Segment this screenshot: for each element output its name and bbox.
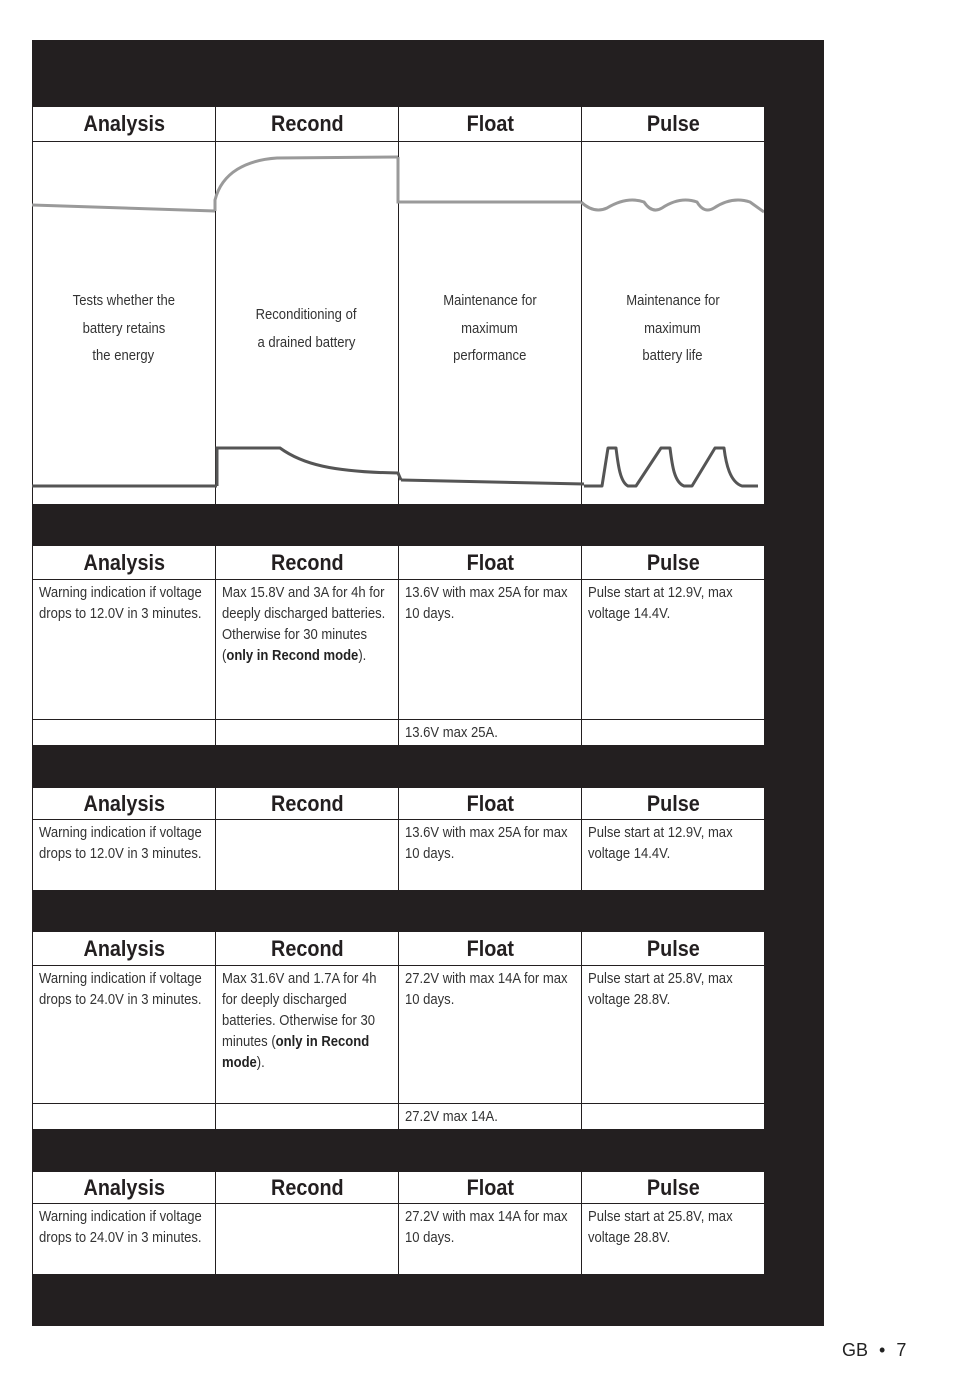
table-row (32, 1104, 764, 1130)
header-recond: Recond (215, 788, 398, 820)
header-analysis: Analysis (32, 1172, 215, 1204)
cell-pulse (581, 1104, 764, 1130)
header-analysis: Analysis (32, 546, 215, 580)
cell-pulse: Pulse start at 12.9V, max voltage 14.4V. (581, 820, 764, 891)
footer-lang: GB (842, 1340, 869, 1360)
header-float: Float (398, 932, 581, 966)
cell-pulse: Pulse start at 25.8V, max voltage 28.8V. (581, 1204, 764, 1275)
cell-pulse (581, 720, 764, 746)
diagram-header-row (32, 107, 764, 142)
header-pulse: Pulse (581, 1172, 764, 1204)
table-header-row (32, 788, 764, 820)
header-recond: Recond (215, 1172, 398, 1204)
table-row (32, 1204, 764, 1275)
spec-table-3 (32, 931, 764, 1130)
table-header-row (32, 1172, 764, 1204)
desc-recond: Reconditioning of a drained battery (256, 307, 357, 351)
voltage-curve-recond (215, 157, 398, 211)
diagram-header-analysis: Analysis (32, 107, 215, 142)
diagram-header-float: Float (398, 107, 581, 142)
table-row (32, 720, 764, 746)
cell-pulse: Pulse start at 25.8V, max voltage 28.8V. (581, 966, 764, 1104)
header-analysis: Analysis (32, 932, 215, 966)
cell-pulse: Pulse start at 12.9V, max voltage 14.4V. (581, 580, 764, 720)
table-header-row (32, 932, 764, 966)
cell-float: 27.2V max 14A. (398, 1104, 581, 1130)
header-pulse: Pulse (581, 546, 764, 580)
cell-recond (215, 820, 398, 891)
diagram-header-recond: Recond (215, 107, 398, 142)
cell-float: 13.6V with max 25A for max 10 days. (398, 820, 581, 891)
cell-analysis: Warning indication if voltage drops to 24.0V in 3 minutes. (32, 966, 215, 1104)
cell-float: 27.2V with max 14A for max 10 days. (398, 1204, 581, 1275)
cell-recond (215, 1204, 398, 1275)
footer-separator: • (879, 1340, 886, 1360)
cell-float: 27.2V with max 14A for max 10 days. (398, 966, 581, 1104)
cell-recond: Max 15.8V and 3A for 4h for deeply discharged batteries. Otherwise for 30 minutes (only in Recond mode). (215, 580, 398, 720)
header-pulse: Pulse (581, 932, 764, 966)
header-float: Float (398, 788, 581, 820)
spec-table-2 (32, 787, 764, 891)
header-recond: Recond (215, 546, 398, 580)
table-row (32, 820, 764, 891)
cell-analysis: Warning indication if voltage drops to 12.0V in 3 minutes. (32, 580, 215, 720)
header-analysis: Analysis (32, 788, 215, 820)
current-curve-recond (217, 448, 401, 486)
header-float: Float (398, 1172, 581, 1204)
cell-recond (215, 720, 398, 746)
voltage-curve-float (398, 157, 581, 202)
header-recond: Recond (215, 932, 398, 966)
desc-pulse: Maintenance for maximum battery life (625, 293, 720, 364)
spec-table-1 (32, 545, 764, 746)
cell-analysis: Warning indication if voltage drops to 24.0V in 3 minutes. (32, 1204, 215, 1275)
voltage-curve-pulse (581, 200, 764, 212)
voltage-curve-analysis (32, 205, 215, 211)
header-float: Float (398, 546, 581, 580)
page-footer (842, 1340, 906, 1361)
cell-recond (215, 1104, 398, 1130)
table-row (32, 580, 764, 720)
current-curve-pulse (584, 448, 758, 486)
page-number: 7 (896, 1340, 907, 1360)
desc-float: Maintenance for maximum performance (442, 293, 537, 364)
current-curve-float (401, 480, 584, 484)
cell-analysis: Warning indication if voltage drops to 12.0V in 3 minutes. (32, 820, 215, 891)
table-header-row (32, 546, 764, 580)
cell-analysis (32, 720, 215, 746)
cell-analysis (32, 1104, 215, 1130)
spec-table-4 (32, 1171, 764, 1275)
diagram-header-pulse: Pulse (581, 107, 764, 142)
desc-analysis: Tests whether the battery retains the energy (72, 293, 175, 364)
cell-float: 13.6V max 25A. (398, 720, 581, 746)
cell-recond: Max 31.6V and 1.7A for 4h for deeply discharged batteries. Otherwise for 30 minutes (only in Recond mode). (215, 966, 398, 1104)
header-pulse: Pulse (581, 788, 764, 820)
table-row (32, 966, 764, 1104)
cell-float: 13.6V with max 25A for max 10 days. (398, 580, 581, 720)
